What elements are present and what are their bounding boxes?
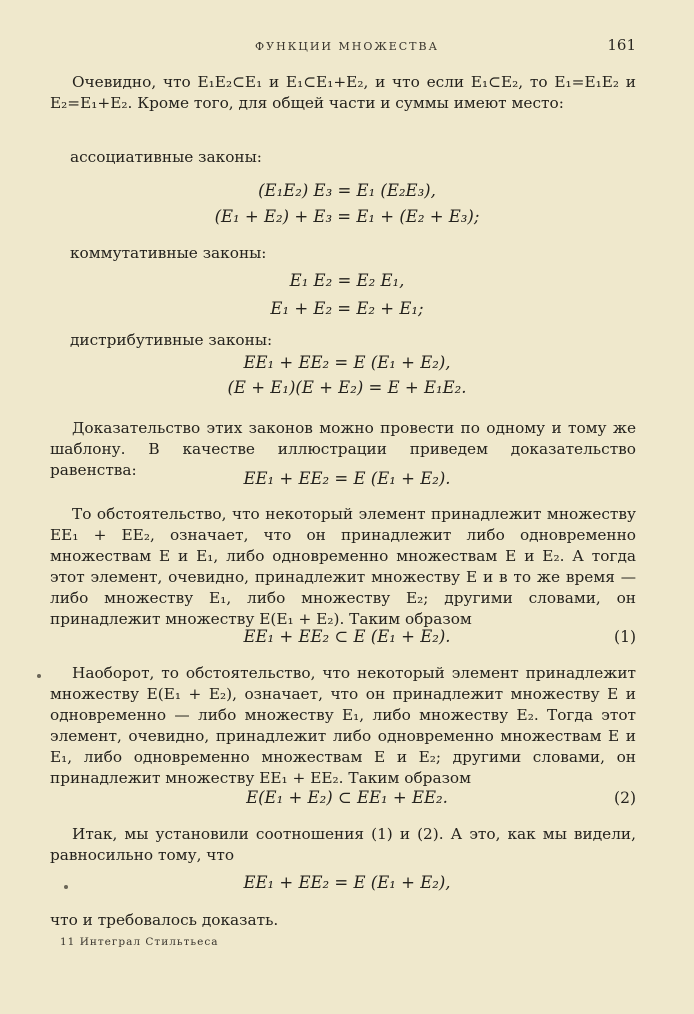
running-header bbox=[0, 36, 694, 58]
formula-inclusion-2: E(E₁ + E₂) ⊂ EE₁ + EE₂. bbox=[246, 788, 448, 807]
paragraph-intro: Очевидно, что E₁E₂⊂E₁ и E₁⊂E₁+E₂, и что если E₁⊂E₂, то E₁=E₁E₂ и E₂=E₁+E₂. Кроме того, для общей части и суммы имеют место: bbox=[50, 73, 636, 112]
label-associative-laws: ассоциативные законы: bbox=[70, 148, 262, 166]
formula-distributive-2: (E + E₁)(E + E₂) = E + E₁E₂. bbox=[227, 378, 467, 397]
paragraph-proof-intro: Доказательство этих законов можно провести по одному и тому же шаблону. В качестве иллюстрации приведем доказательство равенства: bbox=[50, 419, 636, 479]
paragraph-forward-direction: То обстоятельство, что некоторый элемент принадлежит множеству EE₁ + EE₂, означает, что он принадлежит либо одновременно множествам E и E₁, либо одновременно множествам E и E₂. А тогда этот элемент, очевидно, принадлежит множеству E и в то же время — либо множеству E₁, либо множеству E₂; другими словами, он принадлежит множеству E(E₁ + E₂). Таким образом bbox=[50, 505, 636, 628]
label-commutative-laws: коммутативные законы: bbox=[70, 244, 267, 262]
formula-commutative-1: E₁ E₂ = E₂ E₁, bbox=[289, 271, 405, 290]
paragraph-qed: что и требовалось доказать. bbox=[50, 911, 279, 929]
formula-commutative-2: E₁ + E₂ = E₂ + E₁; bbox=[270, 299, 424, 318]
page-number: 161 bbox=[607, 36, 636, 54]
formula-final-equality: EE₁ + EE₂ = E (E₁ + E₂), bbox=[243, 873, 451, 892]
formula-associative-1: (E₁E₂) E₃ = E₁ (E₂E₃), bbox=[258, 181, 436, 200]
paragraph-reverse-direction: Наоборот, то обстоятельство, что некоторый элемент принадлежит множеству E(E₁ + E₂), означает, что он принадлежит множеству E и одновременно — либо множеству E₁, либо множеству E₂. Тогда этот элемент, очевидно, принадлежит либо одновременно множествам E и E₁, либо одновременно множествам E и E₂; другими словами, он принадлежит множеству EE₁ + EE₂. Таким образом bbox=[50, 664, 636, 787]
formula-associative-2: (E₁ + E₂) + E₃ = E₁ + (E₂ + E₃); bbox=[214, 207, 480, 226]
formula-inclusion-1: EE₁ + EE₂ ⊂ E (E₁ + E₂). bbox=[243, 627, 451, 646]
signature-footer: 11 Интеграл Стильтьеса bbox=[60, 936, 219, 948]
label-distributive-laws: дистрибутивные законы: bbox=[70, 331, 273, 349]
speck-mark bbox=[37, 674, 41, 678]
formula-main-equality: EE₁ + EE₂ = E (E₁ + E₂). bbox=[243, 469, 451, 488]
formula-distributive-1: EE₁ + EE₂ = E (E₁ + E₂), bbox=[243, 353, 451, 372]
running-title: ФУНКЦИИ МНОЖЕСТВА bbox=[255, 40, 439, 53]
paragraph-conclusion: Итак, мы установили соотношения (1) и (2). А это, как мы видели, равносильно тому, что bbox=[50, 825, 636, 864]
equation-number-2: (2) bbox=[614, 789, 636, 807]
equation-number-1: (1) bbox=[614, 628, 636, 646]
